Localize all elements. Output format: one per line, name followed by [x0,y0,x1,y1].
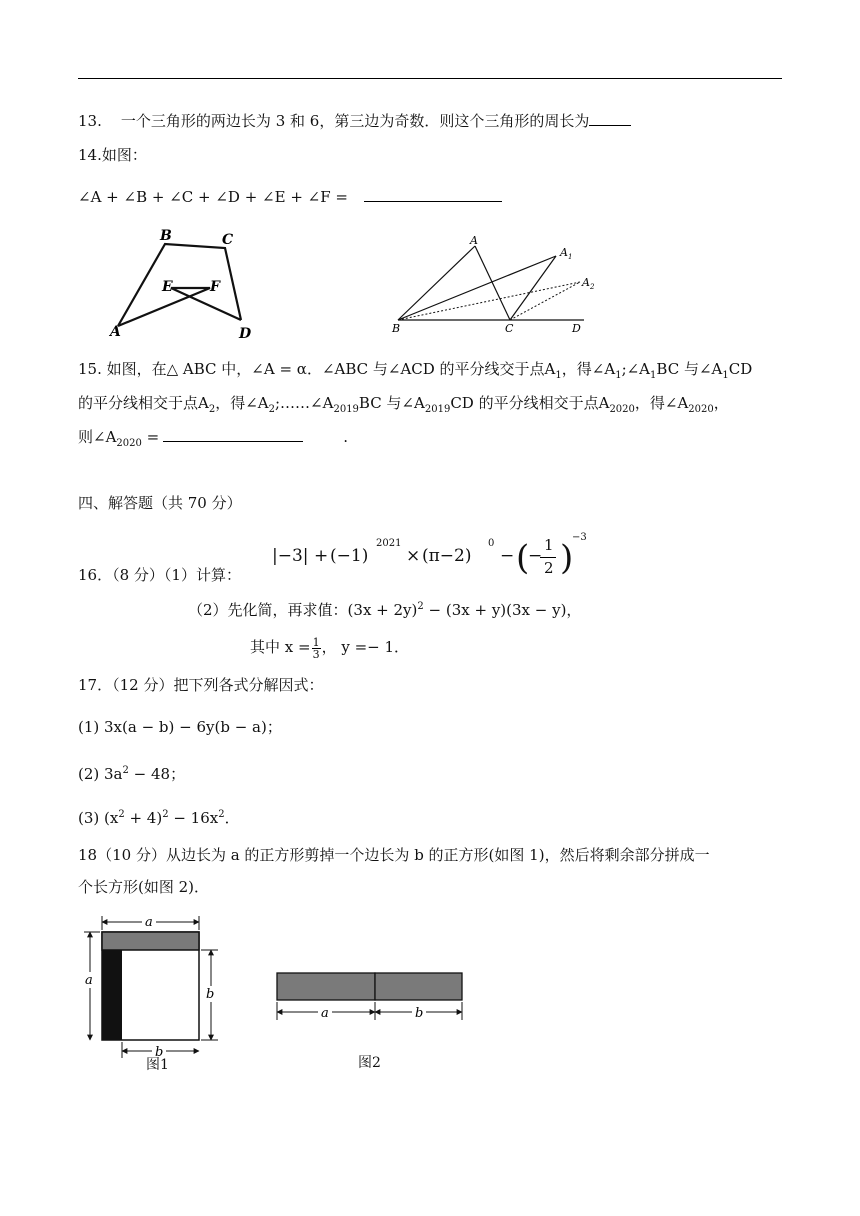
q15-text: ;∠A [621,360,651,378]
q16-part2 [188,596,581,621]
superscript: 2 [118,809,125,820]
q15-line-1 [78,358,752,387]
q16-neg: − [528,546,543,566]
subscript: 2020 [116,438,142,449]
question-13 [78,110,631,132]
q18-line-1: 18（10 分）从边长为 a 的正方形剪掉一个边长为 b 的正方形(如图 1)，然后将剩余部分拼成一 [78,846,710,864]
q15-text: ，得∠A [215,394,269,412]
q14-title: 14.如图： [78,146,147,164]
q15-text: = [141,428,160,446]
q17-text: (3) (x [78,809,119,827]
q17-text: (2) 3a [78,765,123,783]
q16-frac-den: 2 [544,559,554,577]
q15-line-2 [78,392,729,421]
q15-text: CD 的平分线相交于点A [450,394,610,412]
q16-pi: (π−2) [422,546,472,566]
fig2-label-a2-sub: 2 [590,283,595,291]
q17-title: 17．（12 分）把下列各式分解因式： [78,676,324,694]
q16-base: (−1) [330,546,369,566]
fig2-dim-b: b [415,1006,424,1021]
fig1-dim-b-bottom: b [155,1045,164,1060]
q16-part2-text: （2）先化简，再求值：(3x + 2y) [188,601,418,619]
subscript: 2 [268,404,275,415]
q14-figure-1 [108,222,268,344]
q15-text: ，得∠A [561,360,616,378]
fig1-label-c: C [222,232,234,248]
q16-paren-open: ( [516,538,530,578]
q15-text: ， [713,394,729,412]
superscript: 2 [122,765,129,776]
q18-figure-2 [272,968,468,1028]
q13-text: 13. 一个三角形的两边长为 3 和 6，第三边为奇数．则这个三角形的周长为 [78,112,590,130]
fig2-label-a2: A [582,276,590,289]
fig2-label-c: C [505,322,514,334]
subscript: 2019 [424,404,451,415]
fig2-label-a1-sub: 1 [568,253,573,261]
fig1-caption: 图1 [146,1057,169,1073]
fig2-label-a1: A [560,246,568,259]
q16-frac-num: 1 [544,536,554,554]
q16-exp3: −3 [572,532,587,543]
fig1-label-f: F [210,279,220,295]
q15-text: 的平分线相交于点A [78,394,209,412]
fraction-one-third [312,637,321,660]
fig1-label-b: B [160,228,172,244]
q16-part2-text: − (3x + y)(3x − y)， [423,601,582,619]
q14-expr: ∠A + ∠B + ∠C + ∠D + ∠E + ∠F = [78,188,348,206]
q16-condition [250,636,409,660]
fig2-label-d: D [572,322,581,334]
q18-figure-1 [80,910,226,1076]
fig1-label-a: A [110,324,121,340]
q18-line-2: 个长方形(如图 2)． [78,878,210,896]
q17-item-3 [78,804,240,829]
q15-period: . [343,428,348,446]
subscript: 2020 [688,404,714,415]
q16-times: × [406,546,421,566]
fig1-label-d: D [239,326,252,342]
q14-figure-2 [388,230,604,334]
frac-den: 3 [312,647,320,661]
subscript: 2019 [333,404,359,415]
q17-text: − 48； [128,765,186,783]
answer-blank-13 [589,111,631,126]
q15-text: ;……∠A [275,394,334,412]
fig2-label-b: B [392,322,401,334]
q14-expression [78,186,502,208]
q17-text: ． [224,809,240,827]
q16-prefix: 16．（8 分）（1）计算： [78,566,241,584]
q16-cond-text: 其中 x = [250,638,311,656]
q16-plus: + [314,546,329,566]
fig1-label-e: E [162,279,173,295]
subscript: 2 [208,404,216,415]
q15-text: 15. 如图，在△ ABC 中，∠A = α．∠ABC 与∠ACD 的平分线交于点A [78,360,556,378]
q15-text: ，得∠A [634,394,689,412]
fig2-caption: 图2 [358,1055,381,1071]
q16-minus: − [500,546,515,566]
section-4-title: 四、解答题（共 70 分） [78,494,242,512]
fig1-dim-a-top: a [145,915,153,930]
q16-exp0: 0 [488,538,495,549]
q16-abs: |−3| [272,546,309,566]
answer-blank-14 [364,187,502,202]
q17-text: + 4) [124,809,163,827]
fig1-dim-b-right: b [206,987,215,1002]
header-rule [78,78,782,79]
q15-text: 则∠A [78,428,117,446]
fig1-dim-a-left: a [85,973,93,988]
subscript: 1 [650,370,657,381]
subscript: 1 [722,370,729,381]
q17-text: − 16x [168,809,219,827]
superscript: 2 [218,809,225,820]
fig2-label-a: A [470,234,478,247]
answer-blank-15 [163,427,303,442]
subscript: 2020 [609,404,635,415]
q15-text: BC 与∠A [656,360,723,378]
q17-item-1: (1) 3x(a − b) − 6y(b − a)； [78,718,282,736]
q16-frac-bar [540,557,556,558]
q16-cond-text: ， y =− 1． [321,638,410,656]
q15-line-3 [78,426,348,455]
superscript: 2 [162,809,169,820]
q15-text: CD [728,360,753,378]
frac-num: 1 [312,635,320,649]
q16-paren-close: ) [560,538,574,578]
fig2-dim-a: a [321,1006,329,1021]
q16-exp1: 2021 [376,538,402,549]
subscript: 1 [555,370,562,381]
q15-text: BC 与∠A [358,394,425,412]
superscript: 2 [417,601,424,612]
subscript: 1 [615,370,622,381]
q17-item-2 [78,760,185,785]
